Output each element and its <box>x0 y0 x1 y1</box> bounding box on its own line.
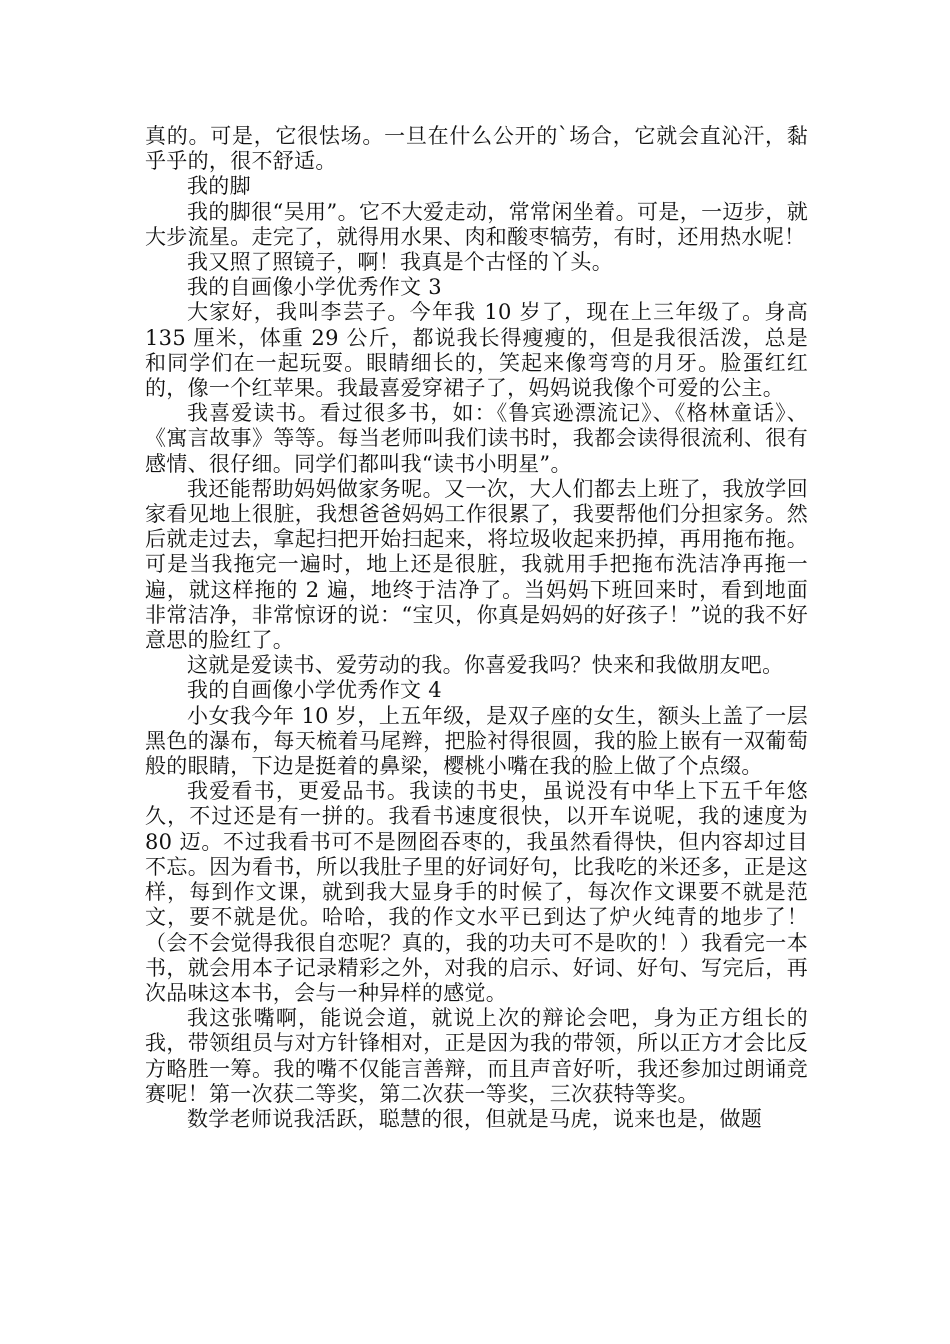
paragraph: 我又照了照镜子，啊！我真是个古怪的丫头。 <box>187 250 613 275</box>
paragraph: 大家好，我叫李芸子。今年我 10 岁了，现在上三年级了。身高 135 厘米，体重 29 公斤，都说我长得瘦瘦的，但是我很活泼，总是和同学们在一起玩耍。眼睛细长的，笑起来像弯弯的月牙。脸蛋红红的，像一个红苹果。我最喜爱穿裙子了，妈妈说我像个可爱的公主。 <box>145 300 808 401</box>
paragraph: 我喜爱读书。看过很多书，如：《鲁宾逊漂流记》、《格林童话》、《寓言故事》等等。每当老师叫我们读书时，我都会读得很流利、很有感情、很仔细。同学们都叫我“读书小明星”。 <box>145 401 808 476</box>
paragraph: 小女我今年 10 岁，上五年级，是双子座的女生，额头上盖了一层黑色的瀑布，每天梳着马尾辫，把脸衬得很圆，我的脸上嵌有一双葡萄般的眼睛，下边是挺着的鼻梁，樱桃小嘴在我的脸上做了个点缀。 <box>145 703 808 779</box>
paragraph: 我这张嘴啊，能说会道，就说上次的辩论会吧，身为正方组长的我，带领组员与对方针锋相对，正是因为我的带领，所以正方才会比反方略胜一筹。我的嘴不仅能言善辩，而且声音好听，我还参加过朗诵竞赛呢！第一次获二等奖，第二次获一等奖，三次获特等奖。 <box>145 1006 808 1106</box>
essay-title: 我的自画像小学优秀作文 3 <box>187 275 442 300</box>
essay-title: 我的自画像小学优秀作文 4 <box>187 678 442 703</box>
paragraph: 我的脚很“吴用”。它不大爱走动，常常闲坐着。可是，一迈步，就大步流星。走完了，就得用水果、肉和酸枣犒劳，有时，还用热水呢！ <box>145 199 808 249</box>
paragraph: 这就是爱读书、爱劳动的我。你喜爱我吗？快来和我做朋友吧。 <box>187 653 784 678</box>
paragraph: 我还能帮助妈妈做家务呢。又一次，大人们都去上班了，我放学回家看见地上很脏，我想爸爸妈妈工作很累了，我要帮他们分担家务。然后就走过去，拿起扫把开始扫起来，将垃圾收起来扔掉，再用拖布拖。可是当我拖完一遍时，地上还是很脏，我就用手把拖布洗洁净再拖一遍，就这样拖的 2 遍，地终于洁净了。当妈妈下班回来时，看到地面非常洁净，非常惊讶的说：“宝贝，你真是妈妈的好孩子！”说的我不好意思的脸红了。 <box>145 476 808 653</box>
document-body <box>145 124 808 1132</box>
paragraph: 数学老师说我活跃，聪慧的很，但就是马虎，说来也是，做题 <box>187 1106 763 1131</box>
paragraph: 我爱看书，更爱品书。我读的书史，虽说没有中华上下五千年悠久，不过还是有一拼的。我看书速度很快，以开车说呢，我的速度为 80 迈。不过我看书可不是囫囵吞枣的，我虽然看得快，但内容却过目不忘。因为看书，所以我肚子里的好词好句，比我吃的米还多，正是这样，每到作文课，就到我大显身手的时候了，每次作文课要不就是范文，要不就是优。哈哈，我的作文水平已到达了炉火纯青的地步了！（会不会觉得我很自恋呢？真的，我的功夫可不是吹的！）我看完一本书，就会用本子记录精彩之外，对我的启示、好词、好句、写完后，再次品味这本书，会与一种异样的感觉。 <box>145 779 808 1005</box>
section-heading: 我的脚 <box>187 174 251 199</box>
paragraph: 真的。可是，它很怯场。一旦在什么公开的`场合，它就会直沁汗，黏乎乎的，很不舒适。 <box>145 124 808 174</box>
